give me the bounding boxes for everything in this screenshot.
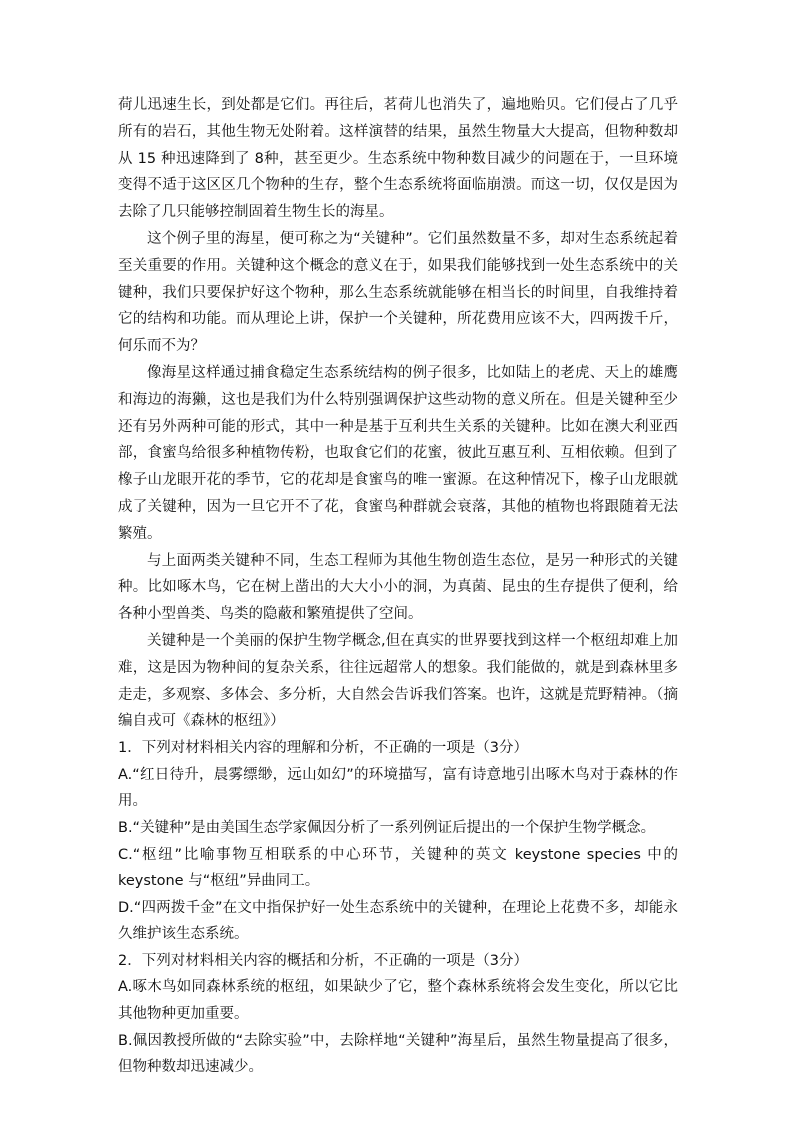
option-b: B.佩因教授所做的“去除实验”中，去除样地“关键种”海星后，虽然生物量提高了很多，但物种数却迅速减少。 bbox=[118, 1032, 678, 1076]
passage-paragraph-4: 与上面两类关键种不同，生态工程师为其他生物创造生态位，是另一种形式的关键种。比如啄木鸟，它在树上凿出的大大小小的洞，为真菌、昆虫的生存提供了便利，给各种小型兽类、鸟类的隐蔽和繁殖提供了空间。 bbox=[118, 552, 678, 623]
question-1 bbox=[118, 735, 678, 948]
option-c: C.“枢纽”比喻事物互相联系的中心环节，关键种的英文 keystone species 中的 keystone 与“枢纽”异曲同工。 bbox=[118, 846, 678, 890]
question-title: 1．下列对材料相关内容的理解和分析，不正确的一项是（3分） bbox=[118, 740, 528, 757]
question-2 bbox=[118, 948, 678, 1081]
option-a: A.啄木鸟如同森林系统的枢纽，如果缺少了它，整个森林系统将会发生变化，所以它比其他物种更加重要。 bbox=[118, 979, 678, 1023]
option-d: D.“四两拨千金”在文中指保护好一处生态系统中的关键种，在理论上花费不多，却能永久维护该生态系统。 bbox=[118, 899, 678, 943]
passage-paragraph-2: 这个例子里的海星，便可称之为“关键种”。它们虽然数量不多，却对生态系统起着至关重要的作用。关键种这个概念的意义在于，如果我们能够找到一处生态系统中的关键种，我们只要保护好这个物种，那么生态系统就能够在相当长的时间里，自我维持着它的结构和功能。而从理论上讲，保护一个关键种，所花费用应该不大，四两拨千斤，何乐而不为？ bbox=[118, 230, 678, 355]
passage-paragraph-1: 荷儿迅速生长，到处都是它们。再往后，茗荷儿也消失了，遍地贻贝。它们侵占了几乎所有的岩石，其他生物无处附着。这样演替的结果，虽然生物量大大提高，但物种数却从 15 种迅速降到了 8种，甚至更少。生态系统中物种数目减少的问题在于，一旦环境变得不适于这区区几个物种的生存，整个生态系统将面临崩溃。而这一切，仅仅是因为去除了几只能够控制固着生物生长的海星。 bbox=[118, 97, 678, 221]
option-a: A.“红日待升，晨雾缥缈，远山如幻”的环境描写，富有诗意地引出啄木鸟对于森林的作用。 bbox=[118, 766, 678, 810]
question-title: 2．下列对材料相关内容的概括和分析，不正确的一项是（3分） bbox=[118, 952, 528, 969]
passage-paragraph-3: 像海星这样通过捕食稳定生态系统结构的例子很多，比如陆上的老虎、天上的雄鹰和海边的海獭，这也是我们为什么特别强调保护这些动物的意义所在。但是关键种至少还有另外两种可能的形式，其中一种是基于互利共生关系的关键种。比如在澳大利亚西部，食蜜鸟给很多种植物传粉，也取食它们的花蜜，彼此互惠互利、互相依赖。但到了橡子山龙眼开花的季节，它的花却是食蜜鸟的唯一蜜源。在这种情况下，橡子山龙眼就成了关键种，因为一旦它开不了花，食蜜鸟种群就会衰落，其他的植物也将跟随着无法繁殖。 bbox=[118, 364, 678, 542]
option-b: B.“关键种”是由美国生态学家佩因分析了一系列例证后提出的一个保护生物学概念。 bbox=[118, 819, 656, 836]
passage-paragraph-5: 关键种是一个美丽的保护生物学概念,但在真实的世界要找到这样一个枢纽却难上加难，这是因为物种间的复杂关系，往往远超常人的想象。我们能做的，就是到森林里多走走，多观察、多体会、多分析，大自然会告诉我们答案。也许，这就是荒野精神。（摘编自戎可《森林的枢纽》） bbox=[118, 632, 678, 730]
document-page bbox=[118, 92, 678, 1081]
